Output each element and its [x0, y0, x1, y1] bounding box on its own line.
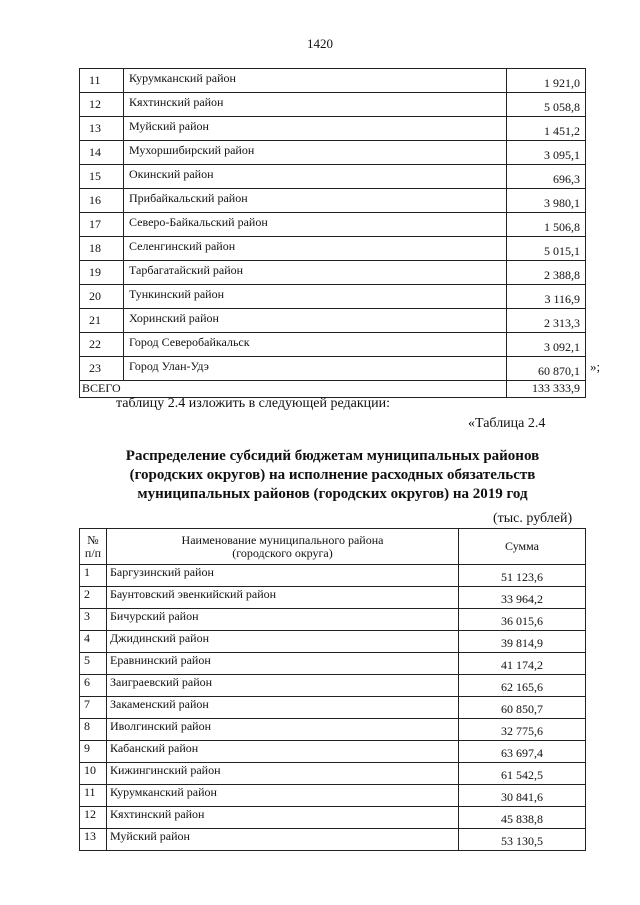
row-amount: 5 015,1	[507, 237, 586, 261]
district-name: Закаменский район	[107, 697, 459, 719]
row-amount: 36 015,6	[459, 609, 586, 631]
heading-line-1: Распределение субсидий бюджетам муниципальных районов	[125, 448, 540, 464]
header-name-line-1: Наименование муниципального района	[181, 532, 384, 547]
district-name: Кяхтинский район	[124, 93, 507, 117]
row-amount: 2 313,3	[507, 309, 586, 333]
row-number: 22	[80, 333, 124, 357]
table-row	[80, 213, 586, 237]
district-name: Джидинский район	[107, 631, 459, 653]
row-amount: 3 092,1	[507, 333, 586, 357]
row-number: 13	[80, 117, 124, 141]
page-number: 1420	[307, 36, 333, 51]
header-name	[107, 529, 459, 565]
closing-quote-mark: »;	[590, 359, 601, 374]
table-row	[80, 653, 586, 675]
table-row	[80, 69, 586, 93]
header-number-line-1: №	[87, 532, 99, 547]
row-amount: 2 388,8	[507, 261, 586, 285]
row-amount: 5 058,8	[507, 93, 586, 117]
row-amount: 32 775,6	[459, 719, 586, 741]
table-row	[80, 741, 586, 763]
row-number: 12	[80, 807, 107, 829]
district-name: Окинский район	[124, 165, 507, 189]
table-row	[80, 785, 586, 807]
header-sum: Сумма	[459, 529, 586, 565]
row-amount: 41 174,2	[459, 653, 586, 675]
row-number: 11	[80, 785, 107, 807]
district-name: Кижингинский район	[107, 763, 459, 785]
district-name: Курумканский район	[124, 69, 507, 93]
table-row	[80, 609, 586, 631]
district-name: Тарбагатайский район	[124, 261, 507, 285]
header-number	[80, 529, 107, 565]
row-number: 23	[80, 357, 124, 381]
row-number: 10	[80, 763, 107, 785]
district-name: Селенгинский район	[124, 237, 507, 261]
row-amount: 60 870,1	[507, 357, 586, 381]
header-name-line-2: (городского округа)	[232, 545, 333, 560]
row-number: 6	[80, 675, 107, 697]
row-number: 21	[80, 309, 124, 333]
row-amount: 62 165,6	[459, 675, 586, 697]
units-note: (тыс. рублей)	[493, 511, 573, 526]
district-name: Еравнинский район	[107, 653, 459, 675]
district-name: Город Северобайкальск	[124, 333, 507, 357]
table-row	[80, 807, 586, 829]
row-amount: 60 850,7	[459, 697, 586, 719]
district-name: Баргузинский район	[107, 565, 459, 587]
total-value: 133 333,9	[507, 381, 586, 398]
row-number: 18	[80, 237, 124, 261]
table-row	[80, 165, 586, 189]
heading-line-2: (городских округов) на исполнение расходных обязательств	[129, 467, 536, 483]
row-number: 16	[80, 189, 124, 213]
row-number: 5	[80, 653, 107, 675]
table-total-row	[80, 381, 586, 398]
table-row	[80, 333, 586, 357]
district-name: Курумканский район	[107, 785, 459, 807]
row-amount: 3 116,9	[507, 285, 586, 309]
row-amount: 1 921,0	[507, 69, 586, 93]
row-amount: 33 964,2	[459, 587, 586, 609]
row-number: 11	[80, 69, 124, 93]
table-row	[80, 357, 586, 381]
table-row	[80, 261, 586, 285]
heading-line-3: муниципальных районов (городских округов) на 2019 год	[137, 486, 528, 502]
row-amount: 1 506,8	[507, 213, 586, 237]
district-name: Мухоршибирский район	[124, 141, 507, 165]
district-name: Заиграевский район	[107, 675, 459, 697]
table-row	[80, 117, 586, 141]
district-name: Кабанский район	[107, 741, 459, 763]
row-number: 17	[80, 213, 124, 237]
table-row	[80, 697, 586, 719]
table-row	[80, 309, 586, 333]
row-amount: 3 980,1	[507, 189, 586, 213]
district-name: Северо-Байкальский район	[124, 213, 507, 237]
row-number: 14	[80, 141, 124, 165]
total-label: ВСЕГО	[80, 381, 507, 398]
amendment-instruction: таблицу 2.4 изложить в следующей редакции:	[116, 396, 391, 411]
table-row	[80, 237, 586, 261]
table-label: «Таблица 2.4	[468, 416, 546, 431]
row-number: 9	[80, 741, 107, 763]
row-number: 12	[80, 93, 124, 117]
district-name: Прибайкальский район	[124, 189, 507, 213]
table-row	[80, 675, 586, 697]
row-number: 7	[80, 697, 107, 719]
row-amount: 3 095,1	[507, 141, 586, 165]
header-number-line-2: п/п	[84, 545, 102, 560]
row-amount: 1 451,2	[507, 117, 586, 141]
district-name: Баунтовский эвенкийский район	[107, 587, 459, 609]
subsidy-distribution-table	[79, 528, 586, 851]
row-amount: 696,3	[507, 165, 586, 189]
subsidy-table-continuation	[79, 68, 586, 398]
row-number: 15	[80, 165, 124, 189]
district-name: Город Улан-Удэ	[124, 357, 507, 381]
district-name: Иволгинский район	[107, 719, 459, 741]
row-number: 2	[80, 587, 107, 609]
table-header-row	[80, 529, 586, 565]
table-heading	[80, 447, 585, 504]
row-amount: 63 697,4	[459, 741, 586, 763]
table-row	[80, 189, 586, 213]
row-amount: 39 814,9	[459, 631, 586, 653]
row-amount: 45 838,8	[459, 807, 586, 829]
row-number: 4	[80, 631, 107, 653]
row-number: 3	[80, 609, 107, 631]
district-name: Кяхтинский район	[107, 807, 459, 829]
row-amount: 51 123,6	[459, 565, 586, 587]
table-row	[80, 141, 586, 165]
table-row	[80, 719, 586, 741]
table-row	[80, 829, 586, 851]
table-row	[80, 763, 586, 785]
table-row	[80, 93, 586, 117]
district-name: Тункинский район	[124, 285, 507, 309]
row-amount: 53 130,5	[459, 829, 586, 851]
district-name: Бичурский район	[107, 609, 459, 631]
district-name: Муйский район	[107, 829, 459, 851]
row-number: 19	[80, 261, 124, 285]
row-amount: 30 841,6	[459, 785, 586, 807]
row-number: 13	[80, 829, 107, 851]
table-row	[80, 631, 586, 653]
district-name: Хоринский район	[124, 309, 507, 333]
table-row	[80, 587, 586, 609]
table-row	[80, 565, 586, 587]
row-number: 8	[80, 719, 107, 741]
district-name: Муйский район	[124, 117, 507, 141]
row-number: 20	[80, 285, 124, 309]
row-number: 1	[80, 565, 107, 587]
table-row	[80, 285, 586, 309]
row-amount: 61 542,5	[459, 763, 586, 785]
